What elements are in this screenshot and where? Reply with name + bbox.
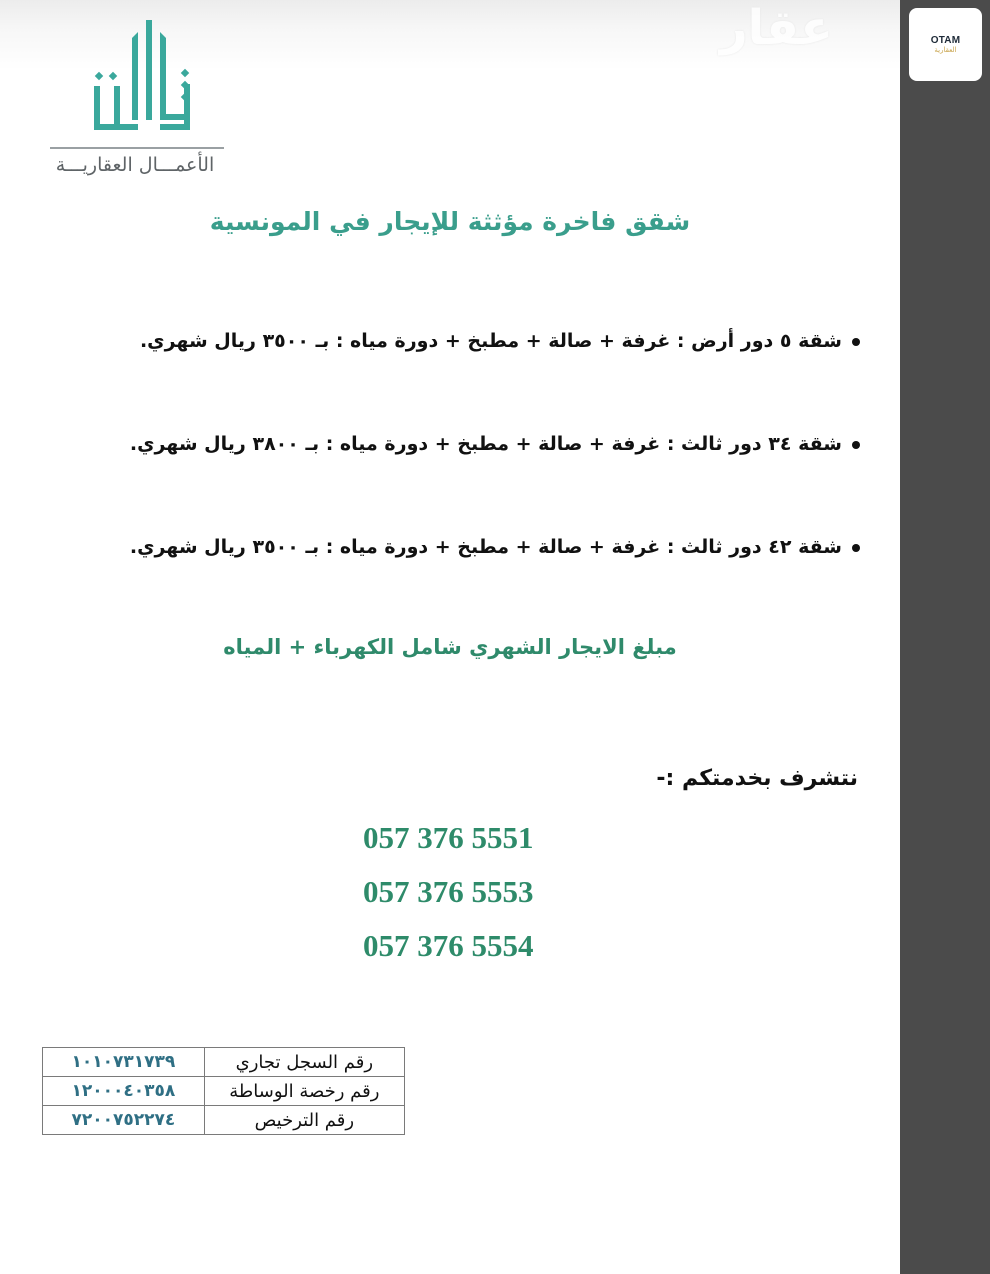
listing-item [60, 433, 860, 455]
rent-inclusion-note: مبلغ الايجار الشهري شامل الكهرباء + المياه [223, 635, 677, 659]
logo-tagline: الأعمـــال العقاريـــة [55, 154, 215, 176]
listing-item [60, 330, 860, 352]
document-title: شقق فاخرة مؤثثة للإيجار في المونسية [209, 207, 691, 236]
bullet-icon [852, 441, 860, 449]
contact-label: نتشرف بخدمتكم :- [656, 766, 858, 791]
watermark: عقار [720, 0, 833, 56]
registration-label: رقم رخصة الوساطة [204, 1077, 404, 1106]
registration-label: رقم الترخيص [204, 1106, 404, 1135]
registration-value: ٧٢٠٠٧٥٢٢٧٤ [43, 1106, 205, 1135]
table-row [43, 1048, 405, 1077]
table-row [43, 1077, 405, 1106]
table-row [43, 1106, 405, 1135]
phone-number[interactable]: 057 376 5553 [363, 874, 534, 909]
registration-label: رقم السجل تجاري [204, 1048, 404, 1077]
listing-item [60, 536, 860, 558]
bullet-icon [852, 544, 860, 552]
phone-number[interactable]: 057 376 5551 [363, 820, 534, 855]
phone-number[interactable]: 057 376 5554 [363, 928, 534, 963]
listing-text: شقة ٥ دور أرض : غرفة + صالة + مطبخ + دورة مياه : بـ ٣٥٠٠ ريال شهري. [139, 330, 842, 352]
registration-value: ١٠١٠٧٣١٧٣٩ [43, 1048, 205, 1077]
listing-text: شقة ٤٢ دور ثالث : غرفة + صالة + مطبخ + دورة مياه : بـ ٣٥٠٠ ريال شهري. [129, 536, 842, 558]
company-logo [46, 14, 224, 174]
bullet-icon [852, 338, 860, 346]
registration-table [42, 1047, 405, 1135]
registration-value: ١٢٠٠٠٤٠٣٥٨ [43, 1077, 205, 1106]
otam-badge-title: OTAM [930, 34, 961, 46]
viewer-side-panel [900, 0, 990, 1274]
otam-app-badge[interactable] [909, 8, 982, 81]
listing-text: شقة ٣٤ دور ثالث : غرفة + صالة + مطبخ + دورة مياه : بـ ٣٨٠٠ ريال شهري. [129, 433, 842, 455]
logo-divider [50, 147, 224, 149]
logo-mark-icon [88, 14, 198, 134]
otam-badge-subtitle: العقارية [934, 45, 957, 54]
